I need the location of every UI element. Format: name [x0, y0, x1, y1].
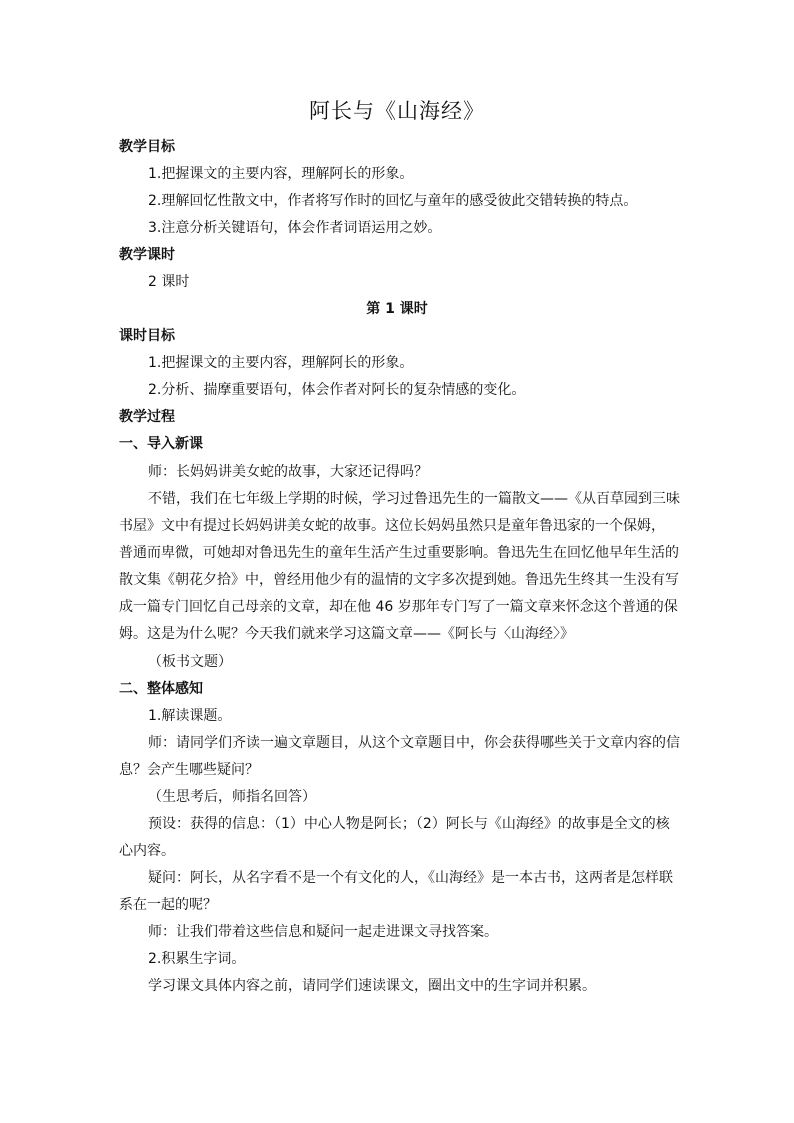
- paragraph-line: 普通而卑微，可她却对鲁迅先生的童年生活产生过重要影响。鲁迅先生在回忆他早年生活的: [119, 545, 679, 561]
- paragraph-line: 息？会产生哪些疑问？: [119, 762, 259, 778]
- lesson-title: 第 1 课时: [366, 301, 428, 317]
- hours-value: 2 课时: [148, 274, 190, 290]
- paragraph-line: 学习课文具体内容之前，请同学们速读课文，圈出文中的生字词并积累。: [148, 978, 596, 994]
- paragraph-line: 系在一起的呢？: [119, 897, 217, 913]
- paragraph-line: 散文集《朝花夕拾》中，曾经用他少有的温情的文字多次提到她。鲁迅先生终其一生没有写: [119, 572, 679, 588]
- paragraph-line: 姆。这是为什么呢？今天我们就来学习这篇文章——《阿长与〈山海经〉》: [119, 626, 574, 642]
- list-item: 1.解读课题。: [148, 708, 232, 724]
- goal-item: 2.理解回忆性散文中，作者将写作时的回忆与童年的感受彼此交错转换的特点。: [148, 193, 638, 209]
- goal-item: 3.注意分析关键语句，体会作者词语运用之妙。: [148, 220, 442, 236]
- section-heading: 二、整体感知: [119, 681, 203, 697]
- document-title: 阿长与《山海经》: [309, 99, 485, 123]
- heading-teaching-process: 教学过程: [119, 409, 175, 425]
- heading-lesson-goals: 课时目标: [119, 328, 175, 344]
- lesson-goal-item: 2.分析、揣摩重要语句，体会作者对阿长的复杂情感的变化。: [148, 382, 526, 398]
- paragraph-line: 师：让我们带着这些信息和疑问一起走进课文寻找答案。: [148, 924, 498, 940]
- paragraph-line: （生思考后，师指名回答）: [148, 789, 316, 805]
- list-item: 2.积累生字词。: [148, 951, 246, 967]
- paragraph-line: 疑问：阿长，从名字看不是一个有文化的人，《山海经》是一本古书，这两者是怎样联: [148, 870, 673, 886]
- section-heading: 一、导入新课: [119, 436, 203, 452]
- paragraph-line: 师：请同学们齐读一遍文章题目，从这个文章题目中，你会获得哪些关于文章内容的信: [148, 735, 680, 751]
- paragraph-line: 心内容。: [119, 843, 175, 859]
- goal-item: 1.把握课文的主要内容，理解阿长的形象。: [148, 166, 414, 182]
- board-note: （板书文题）: [148, 654, 232, 670]
- heading-teaching-hours: 教学课时: [119, 247, 175, 263]
- paragraph-line: 不错，我们在七年级上学期的时候，学习过鲁迅先生的一篇散文——《从百草园到三味: [148, 491, 680, 507]
- heading-teaching-goals: 教学目标: [119, 139, 175, 155]
- paragraph-line: 书屋》文中有提过长妈妈讲美女蛇的故事。这位长妈妈虽然只是童年鲁迅家的一个保姆，: [119, 518, 665, 534]
- paragraph-line: 预设：获得的信息：（1）中心人物是阿长；（2）阿长与《山海经》的故事是全文的核: [148, 816, 670, 832]
- lesson-goal-item: 1.把握课文的主要内容，理解阿长的形象。: [148, 355, 414, 371]
- paragraph-line: 成一篇专门回忆自己母亲的文章，却在他 46 岁那年专门写了一篇文章来怀念这个普通的保: [119, 599, 678, 615]
- paragraph-line: 师：长妈妈讲美女蛇的故事，大家还记得吗？: [148, 464, 428, 480]
